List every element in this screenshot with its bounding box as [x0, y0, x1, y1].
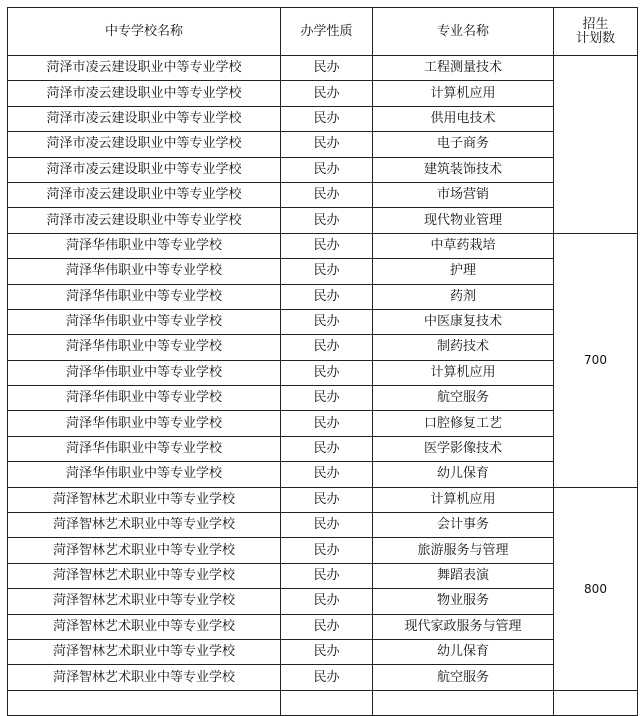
school-name-cell: 菏泽华伟职业中等专业学校 — [8, 436, 281, 461]
major-cell: 旅游服务与管理 — [373, 538, 554, 563]
table-row — [8, 538, 638, 563]
nature-cell: 民办 — [281, 132, 373, 157]
table-row — [8, 259, 638, 284]
table-row — [8, 513, 638, 538]
school-name-cell: 菏泽智林艺术职业中等专业学校 — [8, 538, 281, 563]
major-cell: 计算机应用 — [373, 360, 554, 385]
nature-cell: 民办 — [281, 309, 373, 334]
nature-cell: 民办 — [281, 56, 373, 81]
nature-cell: 民办 — [281, 81, 373, 106]
major-cell: 口腔修复工艺 — [373, 411, 554, 436]
school-name-cell: 菏泽市凌云建设职业中等专业学校 — [8, 81, 281, 106]
school-name-cell: 菏泽智林艺术职业中等专业学校 — [8, 665, 281, 690]
header-major: 专业名称 — [373, 8, 554, 56]
table-row — [8, 106, 638, 131]
school-name-cell: 菏泽市凌云建设职业中等专业学校 — [8, 56, 281, 81]
quota-cell — [554, 56, 638, 234]
table-row — [8, 309, 638, 334]
table-row — [8, 386, 638, 411]
major-cell: 建筑装饰技术 — [373, 157, 554, 182]
school-name-cell: 菏泽智林艺术职业中等专业学校 — [8, 639, 281, 664]
table-row — [8, 233, 638, 258]
school-name-cell: 菏泽市凌云建设职业中等专业学校 — [8, 106, 281, 131]
major-cell: 舞蹈表演 — [373, 563, 554, 588]
table-row — [8, 589, 638, 614]
nature-cell: 民办 — [281, 538, 373, 563]
empty-cell — [281, 690, 373, 715]
nature-cell: 民办 — [281, 487, 373, 512]
table-row — [8, 462, 638, 487]
school-name-cell: 菏泽智林艺术职业中等专业学校 — [8, 589, 281, 614]
empty-cell — [373, 690, 554, 715]
school-name-cell: 菏泽华伟职业中等专业学校 — [8, 411, 281, 436]
empty-cell — [8, 690, 281, 715]
nature-cell: 民办 — [281, 208, 373, 233]
table-row — [8, 56, 638, 81]
major-cell: 电子商务 — [373, 132, 554, 157]
major-cell: 计算机应用 — [373, 487, 554, 512]
nature-cell: 民办 — [281, 233, 373, 258]
major-cell: 幼儿保育 — [373, 462, 554, 487]
school-name-cell: 菏泽市凌云建设职业中等专业学校 — [8, 157, 281, 182]
header-quota — [554, 8, 638, 56]
table-row — [8, 81, 638, 106]
nature-cell: 民办 — [281, 335, 373, 360]
major-cell: 物业服务 — [373, 589, 554, 614]
quota-cell: 700 — [554, 233, 638, 487]
nature-cell: 民办 — [281, 284, 373, 309]
empty-cell — [554, 690, 638, 715]
nature-cell: 民办 — [281, 639, 373, 664]
table-row — [8, 563, 638, 588]
school-name-cell: 菏泽华伟职业中等专业学校 — [8, 284, 281, 309]
nature-cell: 民办 — [281, 157, 373, 182]
major-cell: 会计事务 — [373, 513, 554, 538]
header-quota-line2: 计划数 — [575, 30, 615, 46]
table-row — [8, 665, 638, 690]
major-cell: 护理 — [373, 259, 554, 284]
header-school: 中专学校名称 — [8, 8, 281, 56]
school-name-cell: 菏泽华伟职业中等专业学校 — [8, 462, 281, 487]
nature-cell: 民办 — [281, 386, 373, 411]
nature-cell: 民办 — [281, 436, 373, 461]
school-name-cell: 菏泽智林艺术职业中等专业学校 — [8, 563, 281, 588]
table-row — [8, 690, 638, 715]
nature-cell: 民办 — [281, 182, 373, 207]
table-row — [8, 132, 638, 157]
school-name-cell: 菏泽华伟职业中等专业学校 — [8, 360, 281, 385]
nature-cell: 民办 — [281, 665, 373, 690]
table-row — [8, 284, 638, 309]
school-name-cell: 菏泽华伟职业中等专业学校 — [8, 335, 281, 360]
nature-cell: 民办 — [281, 411, 373, 436]
school-name-cell: 菏泽市凌云建设职业中等专业学校 — [8, 208, 281, 233]
table-row — [8, 208, 638, 233]
table-row — [8, 487, 638, 512]
major-cell: 航空服务 — [373, 665, 554, 690]
table-row — [8, 360, 638, 385]
nature-cell: 民办 — [281, 462, 373, 487]
major-cell: 航空服务 — [373, 386, 554, 411]
major-cell: 中草药栽培 — [373, 233, 554, 258]
nature-cell: 民办 — [281, 360, 373, 385]
table-row — [8, 157, 638, 182]
nature-cell: 民办 — [281, 563, 373, 588]
major-cell: 药剂 — [373, 284, 554, 309]
school-name-cell: 菏泽市凌云建设职业中等专业学校 — [8, 182, 281, 207]
school-name-cell: 菏泽华伟职业中等专业学校 — [8, 309, 281, 334]
school-name-cell: 菏泽市凌云建设职业中等专业学校 — [8, 132, 281, 157]
nature-cell: 民办 — [281, 589, 373, 614]
table-row — [8, 335, 638, 360]
quota-cell: 800 — [554, 487, 638, 690]
header-nature: 办学性质 — [281, 8, 373, 56]
major-cell: 医学影像技术 — [373, 436, 554, 461]
major-cell: 供用电技术 — [373, 106, 554, 131]
table-row — [8, 436, 638, 461]
table-row — [8, 182, 638, 207]
major-cell: 中医康复技术 — [373, 309, 554, 334]
major-cell: 现代物业管理 — [373, 208, 554, 233]
header-row — [8, 8, 638, 56]
major-cell: 计算机应用 — [373, 81, 554, 106]
nature-cell: 民办 — [281, 513, 373, 538]
major-cell: 现代家政服务与管理 — [373, 614, 554, 639]
nature-cell: 民办 — [281, 614, 373, 639]
table-row — [8, 639, 638, 664]
major-cell: 制药技术 — [373, 335, 554, 360]
major-cell: 幼儿保育 — [373, 639, 554, 664]
nature-cell: 民办 — [281, 259, 373, 284]
major-cell: 市场营销 — [373, 182, 554, 207]
school-name-cell: 菏泽智林艺术职业中等专业学校 — [8, 614, 281, 639]
nature-cell: 民办 — [281, 106, 373, 131]
school-name-cell: 菏泽华伟职业中等专业学校 — [8, 233, 281, 258]
school-name-cell: 菏泽华伟职业中等专业学校 — [8, 259, 281, 284]
school-name-cell: 菏泽华伟职业中等专业学校 — [8, 386, 281, 411]
table-row — [8, 614, 638, 639]
enrollment-table — [7, 7, 638, 716]
school-name-cell: 菏泽智林艺术职业中等专业学校 — [8, 487, 281, 512]
header-quota-line1: 招生 — [582, 16, 609, 32]
major-cell: 工程测量技术 — [373, 56, 554, 81]
table-row — [8, 411, 638, 436]
school-name-cell: 菏泽智林艺术职业中等专业学校 — [8, 513, 281, 538]
